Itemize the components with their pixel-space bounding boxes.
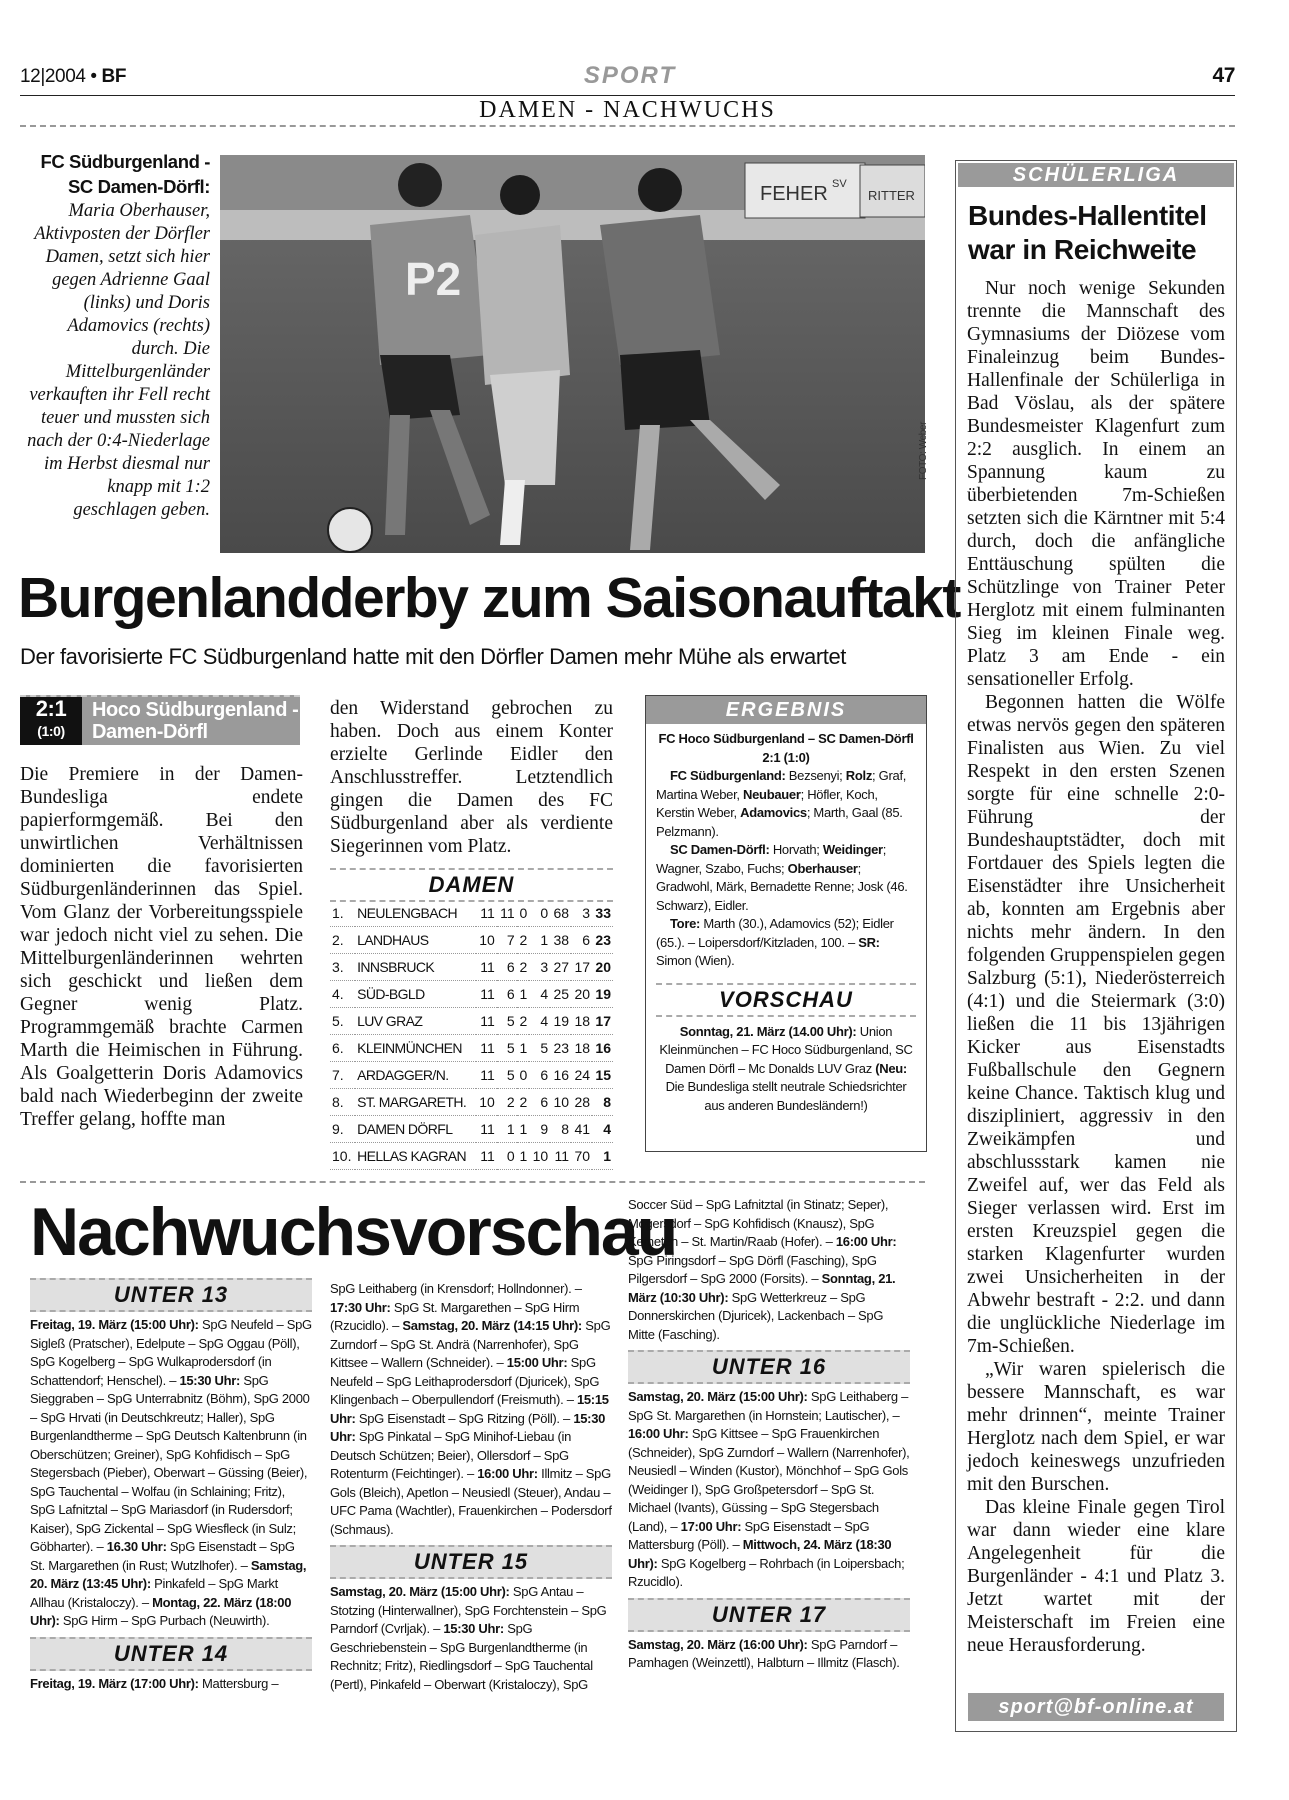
team-name: ARDAGGER/N. — [355, 1062, 476, 1089]
standings-cell: 1 — [529, 927, 550, 954]
u17-title: UNTER 17 — [628, 1598, 910, 1632]
article-column-2: den Widerstand gebrochen zu haben. Doch aus einem Konter erzielte Gerlinde Eidler den Anschlusstreffer. Letztendlich gingen die Damen des FC Südburgenland aber als verdiente Siegerinnen vom Platz. — [330, 698, 613, 857]
standings-cell: 8. — [330, 1089, 355, 1116]
standings-cell: 1 — [517, 1143, 530, 1170]
standings-row — [330, 1008, 613, 1035]
standings-cell: 6 — [529, 1062, 550, 1089]
standings-cell: 3. — [330, 954, 355, 981]
team-name: SÜD-BGLD — [355, 981, 476, 1008]
standings-row — [330, 1062, 613, 1089]
team-points: 20 — [592, 954, 613, 981]
team-points: 17 — [592, 1008, 613, 1035]
sidebar-label: SCHÜLERLIGA — [958, 163, 1234, 187]
result-title: ERGEBNIS — [646, 696, 926, 724]
team-points: 4 — [592, 1116, 613, 1143]
team-points: 33 — [592, 900, 613, 927]
standings-cell: 6 — [497, 981, 517, 1008]
standings-cell: 1. — [330, 900, 355, 927]
standings-cell: 11 — [550, 1143, 571, 1170]
standings-cell: 1 — [497, 1116, 517, 1143]
standings-cell: 6 — [571, 927, 592, 954]
nachwuchs-rule — [20, 1181, 925, 1183]
standings-cell: 10. — [330, 1143, 355, 1170]
standings-cell: 38 — [550, 927, 571, 954]
standings-row — [330, 981, 613, 1008]
sidebar-email[interactable]: sport@bf-online.at — [968, 1693, 1224, 1721]
standings-cell: 4 — [529, 981, 550, 1008]
team-name: INNSBRUCK — [355, 954, 476, 981]
standings-cell: 5 — [497, 1035, 517, 1062]
nachwuchs-col-1 — [30, 1278, 312, 1693]
standings-cell: 18 — [571, 1008, 592, 1035]
article-headline: Burgenlandderby zum Saisonauftakt — [18, 566, 960, 630]
standings-cell: 23 — [550, 1035, 571, 1062]
nachwuchs-col-3 — [628, 1196, 910, 1673]
standings-cell: 9 — [529, 1116, 550, 1143]
standings-cell: 10 — [529, 1143, 550, 1170]
standings-row — [330, 927, 613, 954]
standings-table — [330, 900, 613, 1170]
team-points: 8 — [592, 1089, 613, 1116]
subsection-label: DAMEN - NACHWUCHS — [479, 97, 776, 123]
team-name: NEULENGBACH — [355, 900, 476, 927]
team-points: 16 — [592, 1035, 613, 1062]
match-photo — [220, 155, 925, 553]
standings-cell: 4. — [330, 981, 355, 1008]
team-name: LANDHAUS — [355, 927, 476, 954]
sign-feher: FEHER — [760, 183, 828, 205]
standings-cell: 11 — [476, 900, 497, 927]
standings-cell: 11 — [476, 1062, 497, 1089]
standings-cell: 3 — [529, 954, 550, 981]
standings-cell: 5. — [330, 1008, 355, 1035]
standings-cell: 7 — [497, 927, 517, 954]
standings-row — [330, 1089, 613, 1116]
standings-row — [330, 1035, 613, 1062]
standings-title: DAMEN — [330, 868, 613, 902]
standings-cell: 2 — [517, 1008, 530, 1035]
standings-cell: 4 — [529, 1008, 550, 1035]
score-box — [20, 695, 300, 745]
standings-cell: 10 — [476, 1089, 497, 1116]
result-text — [646, 724, 926, 971]
standings-cell: 0 — [497, 1143, 517, 1170]
u16-title: UNTER 16 — [628, 1350, 910, 1384]
standings-cell: 24 — [571, 1062, 592, 1089]
article-subhead: Der favorisierte FC Südburgenland hatte mit den Dörfler Damen mehr Mühe als erwartet — [20, 644, 847, 669]
shirt-number: P2 — [405, 253, 462, 305]
score-team-1: Hoco Südburgenland - — [92, 699, 299, 721]
score-teams — [92, 699, 298, 743]
preview-title: VORSCHAU — [656, 983, 916, 1017]
team-name: KLEINMÜNCHEN — [355, 1035, 476, 1062]
result-match: FC Hoco Südburgenland – SC Damen-Dörfl 2:1 (1:0) — [658, 731, 914, 765]
nachwuchs-col-2 — [330, 1280, 612, 1694]
standings-cell: 2 — [517, 954, 530, 981]
header-rule — [20, 95, 1235, 96]
sign-feher-sup: SV — [832, 178, 847, 190]
standings-cell: 2. — [330, 927, 355, 954]
u14-title: UNTER 14 — [30, 1637, 312, 1671]
standings-cell: 41 — [571, 1116, 592, 1143]
score-halftime: (1:0) — [37, 723, 65, 739]
u14-text: Freitag, 19. März (17:00 Uhr): Mattersburg – — [30, 1675, 279, 1691]
standings-cell: 11 — [497, 900, 517, 927]
standings-cell: 19 — [550, 1008, 571, 1035]
standings-cell: 7. — [330, 1062, 355, 1089]
sidebar-headline: Bundes-Hallentitel war in Reichweite — [968, 200, 1207, 265]
team-name: HELLAS KAGRAN — [355, 1143, 476, 1170]
score-value: 2:1 — [35, 696, 67, 721]
standings-row — [330, 1143, 613, 1170]
standings-cell: 17 — [571, 954, 592, 981]
standings-cell: 11 — [476, 1008, 497, 1035]
article-column-1: Die Premiere in der Damen-Bundesliga endete papierformgemäß. Bei den unwirtlichen Verhältnissen dominierten die favorisierten Südburgenländerinnen das Spiel. Vom Glanz der Vorbereitungsspiele war jedoch nicht viel zu sehen. Die Mittelburgenländerinnen wehrten sich geschickt und ließen dem Gegner wenig Platz. Programmgemäß brachte Carmen Marth die Heimischen in Führung. Als Goalgetterin Doris Adamovics bald nach Wiederbeginn der zweite Treffer gelang, hoffte man — [20, 764, 303, 1130]
caption-text: Maria Oberhauser, Aktivposten der Dörfler Damen, setzt sich hier gegen Adrienne Gaal (links) und Doris Adamovics (rechts) durch. Die Mittelburgenländer verkauften ihr Fell recht teuer und mussten sich nach der 0:4-Niederlage im Herbst diesmal nur knapp mit 1:2 geschlagen geben. — [27, 201, 210, 520]
result-team-2: SC Damen-Dörfl: Horvath; Weidinger; Wagner, Szabo, Fuchs; Oberhauser; Gradwohl, Märk, Bernadette Renne; Josk (46. Schwarz), Eidler. — [656, 842, 908, 913]
photo-caption — [20, 150, 210, 522]
header-dash-rule — [20, 125, 1235, 127]
standings-cell: 6 — [497, 954, 517, 981]
issue-number: 12|2004 • — [20, 66, 102, 87]
team-points: 19 — [592, 981, 613, 1008]
sign-ritter: RITTER — [868, 188, 915, 203]
u15-text: Samstag, 20. März (15:00 Uhr): SpG Antau – Stotzing (Hinterwallner), SpG Forchtenstein – SpG Parndorf (Cvrljak). – 15:30 Uhr: SpG Geschriebenstein – SpG Burgenlandtherme (in Rechnitz; Fritz), Riedlingsdorf – SpG Tauchental (Pertl), Pinkafeld – Oberwart (Kristaloczy), SpG — [330, 1584, 607, 1692]
team-points: 23 — [592, 927, 613, 954]
standings-cell: 5 — [497, 1008, 517, 1035]
standings-cell: 11 — [476, 1035, 497, 1062]
standings-row — [330, 954, 613, 981]
issue-label — [20, 66, 126, 88]
result-box — [645, 695, 927, 1152]
u15-text-cont: Soccer Süd – SpG Lafnitztal (in Stinatz; Seper), Mogersdorf – SpG Kohfidisch (Knausz), SpG Kemeten – St. Martin/Raab (Hofer). – 16:00 Uhr: SpG Piringsdorf – SpG Dörfl (Fasching), SpG Pilgersdorf – SpG 2000 (Forsits). – Sonntag, 21. März (10:30 Uhr): SpG Wetterkreuz – SpG Donnerskirchen (Djuricek), Lackenbach – SpG Mitte (Fasching). — [628, 1197, 897, 1342]
standings-cell: 28 — [571, 1089, 592, 1116]
standings-cell: 0 — [517, 1062, 530, 1089]
football — [328, 508, 372, 552]
standings-cell: 11 — [476, 1143, 497, 1170]
team-points: 15 — [592, 1062, 613, 1089]
u13-title: UNTER 13 — [30, 1278, 312, 1312]
match-photo-image — [220, 155, 925, 553]
brand-label: BF — [101, 66, 127, 87]
team-points: 1 — [592, 1143, 613, 1170]
score-team-2: Damen-Dörfl — [92, 721, 208, 743]
standings-cell: 2 — [517, 927, 530, 954]
standings-cell: 10 — [550, 1089, 571, 1116]
standings-cell: 5 — [497, 1062, 517, 1089]
standings-cell: 0 — [529, 900, 550, 927]
standings-cell: 1 — [517, 981, 530, 1008]
standings-cell: 16 — [550, 1062, 571, 1089]
standings-cell: 1 — [517, 1035, 530, 1062]
standings-cell: 2 — [497, 1089, 517, 1116]
standings-cell: 70 — [571, 1143, 592, 1170]
standings-cell: 6. — [330, 1035, 355, 1062]
u15-title: UNTER 15 — [330, 1545, 612, 1579]
standings-row — [330, 1116, 613, 1143]
caption-lead: FC Südburgenland - SC Damen-Dörfl: — [40, 151, 210, 197]
standings-cell: 8 — [550, 1116, 571, 1143]
photo-credit: FOTO: Weber — [918, 421, 929, 480]
standings-cell: 1 — [517, 1116, 530, 1143]
team-name: ST. MARGARETH. — [355, 1089, 476, 1116]
sidebar-body: Nur noch wenige Sekunden trennte die Mannschaft des Gymnasiums der Diözese vom Finaleinzug beim Bundes-Hallenfinale der Schülerliga in Bad Vöslau, als der spätere Bundesmeister Klagenfurt zum 2:2 ausglich. In einem an Spannung kaum zu überbietenden 7m-Schießen setzten sich die Kärntner mit 5:4 durch, doch die anfängliche Enttäuschung spülten die Schützlinge von Trainer Peter Herglotz mit einem fulminanten Sieg im kleinen Finale weg. Platz 3 am Ende - ein sensationeller Erfolg. Begonnen hatten die Wölfe etwas nervös gegen den späteren Finalisten aus Wien. Zu viel Respekt in den ersten Szenen sorgte für eine schnelle 2:0-Führung der Bundeshauptstädter, doch mit Fortdauer des Spiels legten die Eisenstädter ihre Unsicherheit ab, konnten am Ergebnis aber nichts mehr ändern. In den folgenden Gruppenspielen gegen Salzburg (5:1), Niederösterreich (4:1) und die Steiermark (3:0) ließen die 11 bis 13jährigen Kicker aus Eisenstadts Fußballschule den Gegnern keine Chance. Taktisch klug und diszipliniert, aggressiv in den Zweikämpfen und abschlussstark kamen nie Zweifel auf, wer das Feld als Sieger verlassen wird. Erst im ersten Kreuzspiel gegen die starken Klagenfurter wurden zwei Unsicherheiten in der Abwehr bestraft - 2:2. und dann die unglückliche Niederlage im 7m-Schießen. „Wir waren spielerisch die bessere Mannschaft, es war mehr drinnen“, meinte Trainer Herglotz nach dem Spiel, er war jedoch keineswegs unzufrieden mit den Burschen. Das kleine Finale gegen Tirol war dann wieder eine klare Angelegenheit für die Burgenländer - 4:1 und Platz 3. Jetzt wartet mit der Meisterschaft im Freien eine neue Herausforderung. — [967, 278, 1225, 1656]
u17-text: Samstag, 20. März (16:00 Uhr): SpG Parndorf – Pamhagen (Weinzettl), Halbturn – Illmitz (Flasch). — [628, 1636, 900, 1670]
section-label: SPORT — [583, 62, 677, 89]
standings-cell: 27 — [550, 954, 571, 981]
preview-text: Sonntag, 21. März (14.00 Uhr): Union Kleinmünchen – FC Hoco Südburgenland, SC Damen Dörfl – Mc Donalds LUV Graz (Neu: Die Bundesliga stellt neutrale Schiedsrichter aus anderen Bundesländern!) — [659, 1023, 913, 1113]
standings-cell: 18 — [571, 1035, 592, 1062]
standings-cell: 9. — [330, 1116, 355, 1143]
u13-text: Freitag, 19. März (15:00 Uhr): SpG Neufeld – SpG Sigleß (Pratscher), Edelpute – SpG Oggau (Pöll), SpG Kogelberg – SpG Wulkaprodersdorf (in Schattendorf; Henschel). – 15:30 Uhr: SpG Sieggraben – SpG Unterrabnitz (Böhm), SpG 2000 – SpG Hrvati (in Deutschkreutz; Haller), SpG Burgenlandtherme – SpG Deutsch Kaltenbrunn (in Oberschützen; Greiner), SpG Kohfidisch – SpG Stegersbach (Pieber), Oberwart – Güssing (Beier), SpG Tauchental – Wolfau (in Schlaining; Fritz), SpG Lafnitztal – SpG Mariasdorf (in Rudersdorf; Kaiser), SpG Zickental – SpG Wiesfleck (in Sulz; Göbharter). – 16.30 Uhr: SpG Eisenstadt – SpG St. Margarethen (in Rust; Wutzlhofer). – Samstag, 20. März (13:45 Uhr): Pinkafeld – SpG Markt Allhau (Kristaloczy). – Montag, 22. März (18:00 Uhr): SpG Hirm – SpG Purbach (Neuwirth). — [30, 1317, 312, 1628]
result-team-1: FC Südburgenland: Bezsenyi; Rolz; Graf, Martina Weber, Neubauer; Höfler, Koch, Kerstin Weber, Adamovics; Marth, Gaal (85. Pelzmann). — [656, 768, 907, 839]
result-goals: Tore: Marth (30.), Adamovics (52); Eidler (65.). – Loipersdorf/Kitzladen, 100. – SR: Simon (Wien). — [656, 916, 894, 968]
score-badge — [20, 697, 82, 745]
page-number: 47 — [1212, 64, 1235, 87]
standings-cell: 3 — [571, 900, 592, 927]
standings-cell: 11 — [476, 981, 497, 1008]
standings-cell: 6 — [529, 1089, 550, 1116]
u16-text: Samstag, 20. März (15:00 Uhr): SpG Leithaberg – SpG St. Margarethen (in Hornstein; Lautischer), – 16:00 Uhr: SpG Kittsee – SpG Frauenkirchen (Schneider), SpG Zurndorf – Wallern (Narrenhofer), Neusiedl – Winden (Kustor), Mönchhof – SpG Gols (Weidinger I), SpG Großpetersdorf – SpG St. Michael (Ivants), Güssing – SpG Stegersbach (Land), – 17:00 Uhr: SpG Eisenstadt – SpG Mattersburg (Pöll). – Mittwoch, 24. März (18:30 Uhr): SpG Kogelberg – Rohrbach (in Loipersbach; Rzucidlo). — [628, 1389, 910, 1589]
standings-cell: 0 — [517, 900, 530, 927]
nachwuchs-headline: Nachwuchsvorschau — [30, 1194, 677, 1270]
sidebar — [955, 160, 1237, 1732]
u14-text-cont: SpG Leithaberg (in Krensdorf; Hollndonner). – 17:30 Uhr: SpG St. Margarethen – SpG Hirm (Rzucidlo). – Samstag, 20. März (14:15 Uhr): SpG Zurndorf – SpG St. Andrä (Narrenhofer), SpG Kittsee – Wallern (Schneider). – 15:00 Uhr: SpG Neufeld – SpG Leithaprodersdorf (Djuricek), SpG Klingenbach – Oberpullendorf (Freismuth). – 15:15 Uhr: SpG Eisenstadt – SpG Ritzing (Pöll). – 15:30 Uhr: SpG Pinkatal – SpG Minihof-Liebau (in Deutsch Schützen; Beier), Ollersdorf – SpG Rotenturm (Feichtinger). – 16:00 Uhr: Illmitz – SpG Gols (Bleich), Apetlon – Neusiedl (Steuer), Andau – UFC Pama (Wachtler), Frauenkirchen – Podersdorf (Schmaus). — [330, 1281, 612, 1537]
standings-cell: 11 — [476, 1116, 497, 1143]
standings-cell: 10 — [476, 927, 497, 954]
team-name: LUV GRAZ — [355, 1008, 476, 1035]
standings-cell: 25 — [550, 981, 571, 1008]
standings-cell: 2 — [517, 1089, 530, 1116]
standings-cell: 11 — [476, 954, 497, 981]
standings-cell: 68 — [550, 900, 571, 927]
standings-cell: 5 — [529, 1035, 550, 1062]
team-name: DAMEN DÖRFL — [355, 1116, 476, 1143]
standings-cell: 20 — [571, 981, 592, 1008]
standings-row — [330, 900, 613, 927]
